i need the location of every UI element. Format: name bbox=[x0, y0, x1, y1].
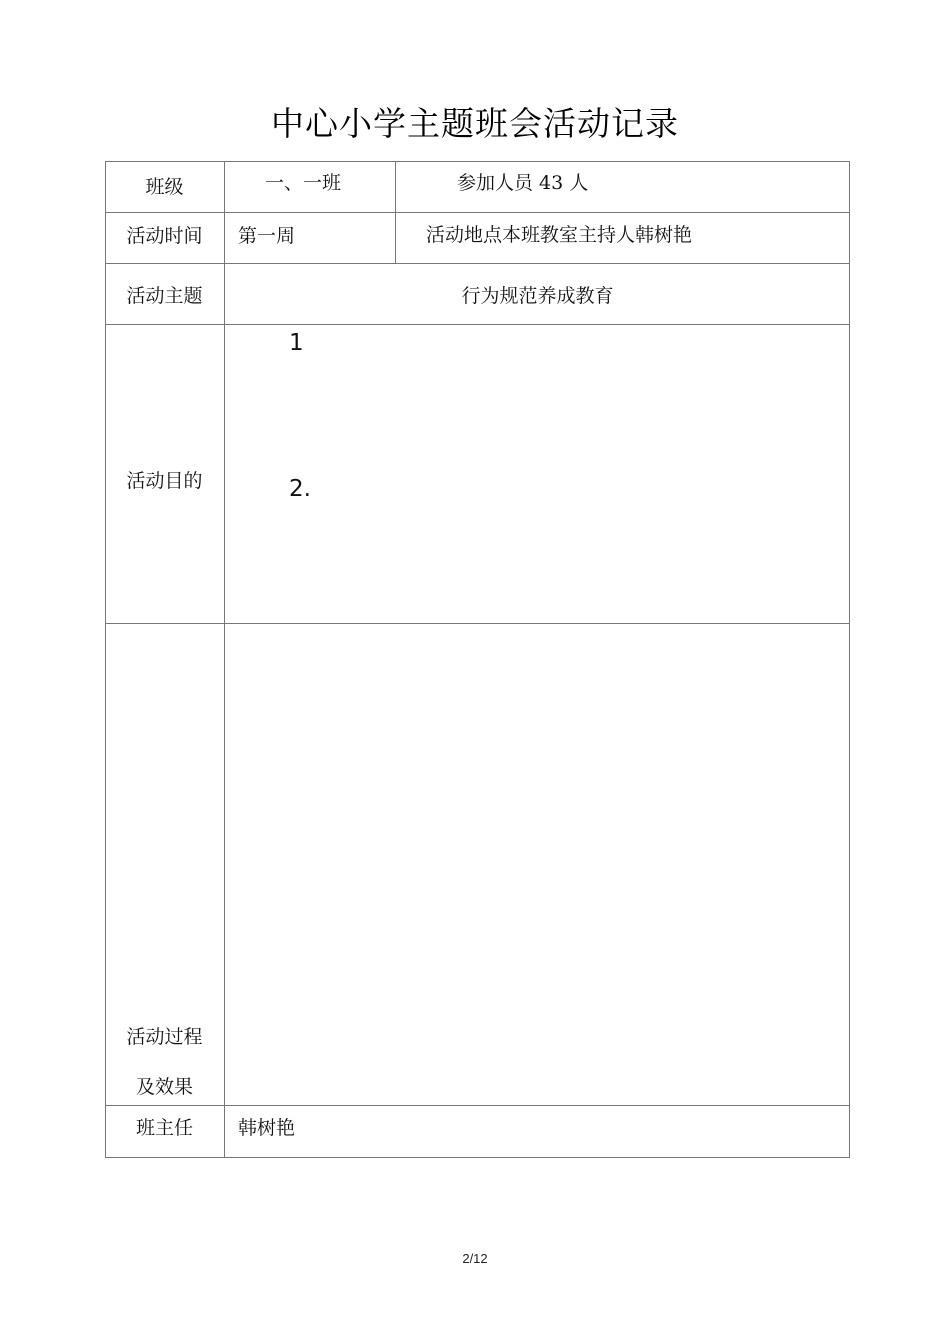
goal-label: 活动目的 bbox=[126, 470, 203, 492]
class-label: 班级 bbox=[145, 176, 184, 198]
location-host: 活动地点本班教室主持人韩树艳 bbox=[426, 224, 693, 246]
row-divider bbox=[105, 623, 850, 624]
label-column-divider bbox=[224, 161, 225, 1158]
table-border-right bbox=[849, 161, 850, 1158]
theme-value: 行为规范养成教育 bbox=[461, 285, 614, 307]
table-border-left bbox=[105, 161, 106, 1158]
table-border-bottom bbox=[105, 1157, 850, 1158]
time-label: 活动时间 bbox=[126, 225, 203, 247]
goal-item: 1 bbox=[289, 330, 304, 356]
activity-record-table bbox=[105, 161, 850, 1158]
participants-count: 参加人员 43 人 bbox=[457, 172, 589, 194]
process-label-line-2: 及效果 bbox=[135, 1076, 193, 1098]
row-divider bbox=[105, 212, 850, 213]
teacher-name: 韩树艳 bbox=[238, 1117, 296, 1139]
process-label-line-1: 活动过程 bbox=[126, 1026, 203, 1048]
row-divider bbox=[105, 1105, 850, 1106]
teacher-label: 班主任 bbox=[135, 1117, 193, 1139]
goal-item: 2. bbox=[289, 476, 311, 502]
row-divider bbox=[105, 263, 850, 264]
table-border-top bbox=[105, 161, 850, 162]
time-value: 第一周 bbox=[238, 225, 296, 247]
page-number: 2/12 bbox=[462, 1251, 488, 1266]
document-title: 中心小学主题班会活动记录 bbox=[271, 104, 679, 143]
class-value: 一、一班 bbox=[265, 172, 342, 194]
theme-label: 活动主题 bbox=[126, 285, 203, 307]
row-divider bbox=[105, 324, 850, 325]
